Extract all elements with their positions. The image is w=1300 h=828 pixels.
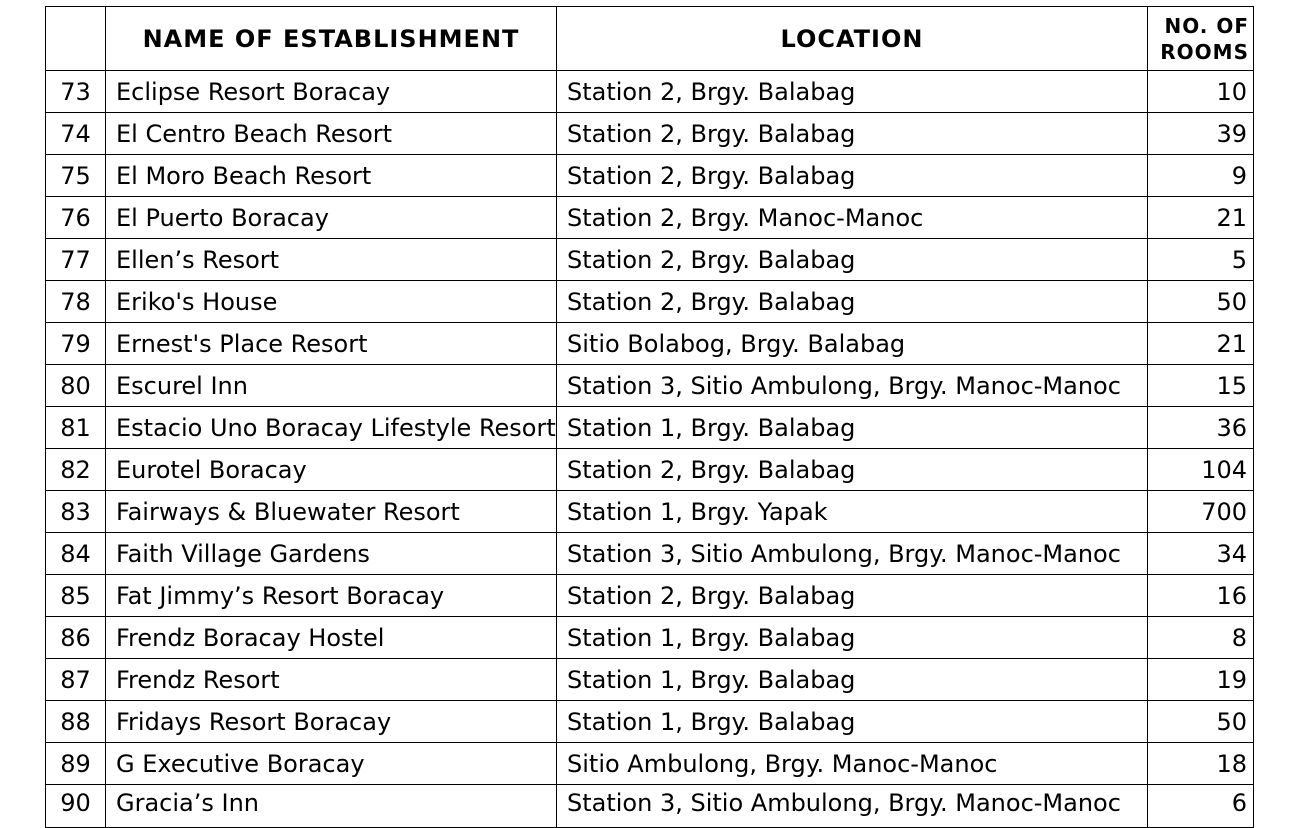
establishment-name-cell: G Executive Boracay — [106, 743, 557, 785]
location-cell: Station 2, Brgy. Balabag — [557, 155, 1148, 197]
location-cell: Station 3, Sitio Ambulong, Brgy. Manoc-Manoc — [557, 365, 1148, 407]
location-cell: Station 2, Brgy. Balabag — [557, 239, 1148, 281]
table-row — [46, 617, 1254, 659]
table-row — [46, 575, 1254, 617]
row-number-cell: 77 — [46, 239, 106, 281]
establishment-name-cell: Ellen’s Resort — [106, 239, 557, 281]
location-cell: Sitio Ambulong, Brgy. Manoc-Manoc — [557, 743, 1148, 785]
row-number-cell: 89 — [46, 743, 106, 785]
row-number-cell: 80 — [46, 365, 106, 407]
location-cell: Station 3, Sitio Ambulong, Brgy. Manoc-Manoc — [557, 533, 1148, 575]
table-row — [46, 449, 1254, 491]
establishment-name-cell: El Moro Beach Resort — [106, 155, 557, 197]
rooms-count-cell: 21 — [1148, 197, 1254, 239]
rooms-header-line2: ROOMS — [1160, 39, 1249, 64]
establishment-name-cell: Eriko's House — [106, 281, 557, 323]
location-cell: Station 2, Brgy. Balabag — [557, 71, 1148, 113]
rooms-count-cell: 5 — [1148, 239, 1254, 281]
rooms-header-line1: NO. OF — [1164, 13, 1249, 38]
table-row — [46, 239, 1254, 281]
rooms-count-cell: 6 — [1148, 785, 1254, 828]
establishment-name-cell: El Puerto Boracay — [106, 197, 557, 239]
rooms-count-cell: 34 — [1148, 533, 1254, 575]
rooms-count-cell: 104 — [1148, 449, 1254, 491]
location-cell: Station 1, Brgy. Balabag — [557, 407, 1148, 449]
table-header-row — [46, 7, 1254, 71]
location-column-header: LOCATION — [557, 7, 1148, 71]
rooms-count-cell: 10 — [1148, 71, 1254, 113]
establishment-name-cell: Fat Jimmy’s Resort Boracay — [106, 575, 557, 617]
location-cell: Station 1, Brgy. Yapak — [557, 491, 1148, 533]
establishment-name-cell: Frendz Resort — [106, 659, 557, 701]
row-number-cell: 83 — [46, 491, 106, 533]
establishment-name-cell: Ernest's Place Resort — [106, 323, 557, 365]
rooms-count-cell: 50 — [1148, 281, 1254, 323]
rooms-count-cell: 8 — [1148, 617, 1254, 659]
establishment-name-cell: Escurel Inn — [106, 365, 557, 407]
location-cell: Station 2, Brgy. Balabag — [557, 575, 1148, 617]
table-row — [46, 659, 1254, 701]
establishment-name-cell: Estacio Uno Boracay Lifestyle Resort — [106, 407, 557, 449]
location-cell: Station 3, Sitio Ambulong, Brgy. Manoc-Manoc — [557, 785, 1148, 828]
table-row — [46, 323, 1254, 365]
establishment-name-cell: Fridays Resort Boracay — [106, 701, 557, 743]
location-cell: Station 1, Brgy. Balabag — [557, 617, 1148, 659]
establishment-name-cell: Gracia’s Inn — [106, 785, 557, 828]
row-number-cell: 75 — [46, 155, 106, 197]
row-number-cell: 81 — [46, 407, 106, 449]
row-number-cell: 76 — [46, 197, 106, 239]
table-body — [46, 71, 1254, 828]
rooms-count-cell: 36 — [1148, 407, 1254, 449]
table-row — [46, 701, 1254, 743]
location-cell: Station 1, Brgy. Balabag — [557, 701, 1148, 743]
establishments-table — [45, 6, 1254, 828]
row-number-cell: 84 — [46, 533, 106, 575]
rooms-count-cell: 18 — [1148, 743, 1254, 785]
row-number-cell: 86 — [46, 617, 106, 659]
location-cell: Station 2, Brgy. Balabag — [557, 281, 1148, 323]
row-number-cell: 85 — [46, 575, 106, 617]
establishment-name-cell: El Centro Beach Resort — [106, 113, 557, 155]
table-row — [46, 785, 1254, 828]
row-number-cell: 87 — [46, 659, 106, 701]
location-cell: Station 2, Brgy. Balabag — [557, 113, 1148, 155]
rooms-count-cell: 15 — [1148, 365, 1254, 407]
table-row — [46, 365, 1254, 407]
number-column-header — [46, 7, 106, 71]
establishment-name-cell: Fairways & Bluewater Resort — [106, 491, 557, 533]
rooms-column-header — [1148, 7, 1254, 71]
establishment-name-cell: Eclipse Resort Boracay — [106, 71, 557, 113]
rooms-count-cell: 39 — [1148, 113, 1254, 155]
row-number-cell: 78 — [46, 281, 106, 323]
establishment-name-cell: Frendz Boracay Hostel — [106, 617, 557, 659]
establishment-name-cell: Eurotel Boracay — [106, 449, 557, 491]
rooms-count-cell: 19 — [1148, 659, 1254, 701]
table-row — [46, 71, 1254, 113]
rooms-count-cell: 9 — [1148, 155, 1254, 197]
table-row — [46, 407, 1254, 449]
table-row — [46, 491, 1254, 533]
location-cell: Station 2, Brgy. Balabag — [557, 449, 1148, 491]
location-cell: Station 2, Brgy. Manoc-Manoc — [557, 197, 1148, 239]
row-number-cell: 74 — [46, 113, 106, 155]
row-number-cell: 73 — [46, 71, 106, 113]
row-number-cell: 79 — [46, 323, 106, 365]
name-column-header: NAME OF ESTABLISHMENT — [106, 7, 557, 71]
row-number-cell: 90 — [46, 785, 106, 828]
table-row — [46, 197, 1254, 239]
table-row — [46, 155, 1254, 197]
establishment-name-cell: Faith Village Gardens — [106, 533, 557, 575]
row-number-cell: 82 — [46, 449, 106, 491]
rooms-count-cell: 50 — [1148, 701, 1254, 743]
table-row — [46, 743, 1254, 785]
table-row — [46, 281, 1254, 323]
location-cell: Sitio Bolabog, Brgy. Balabag — [557, 323, 1148, 365]
row-number-cell: 88 — [46, 701, 106, 743]
rooms-count-cell: 21 — [1148, 323, 1254, 365]
rooms-count-cell: 16 — [1148, 575, 1254, 617]
table-row — [46, 533, 1254, 575]
location-cell: Station 1, Brgy. Balabag — [557, 659, 1148, 701]
rooms-count-cell: 700 — [1148, 491, 1254, 533]
table-row — [46, 113, 1254, 155]
